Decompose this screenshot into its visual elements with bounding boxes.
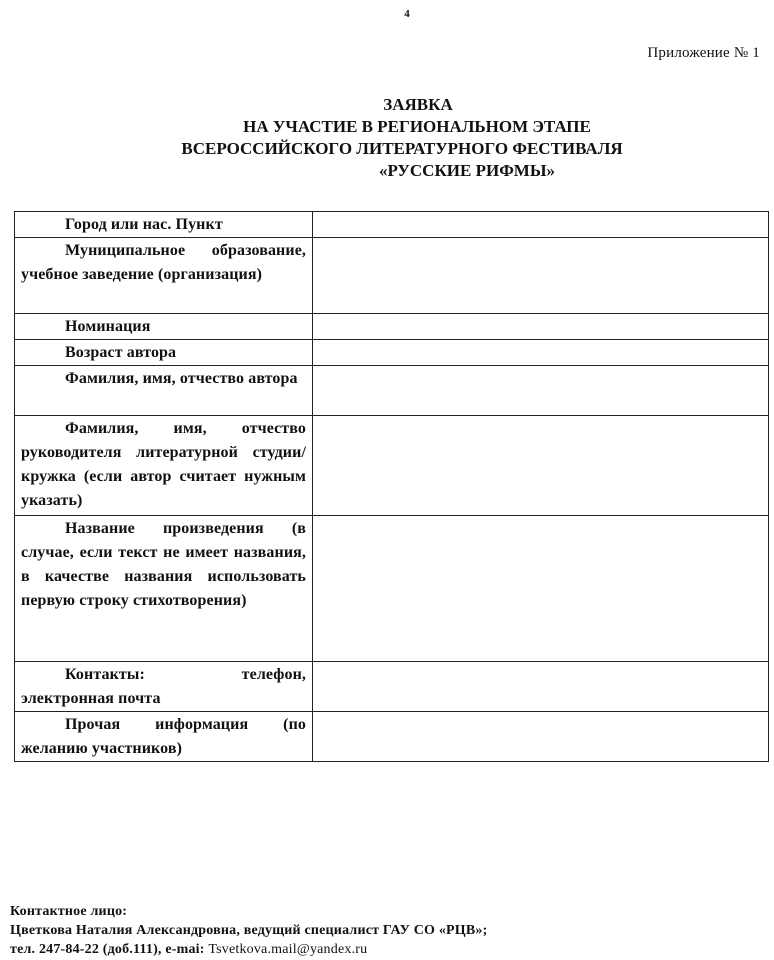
- application-form-table: [14, 211, 769, 762]
- table-row: [15, 340, 769, 366]
- table-row: [15, 662, 769, 712]
- row-value-nomination[interactable]: [313, 314, 769, 340]
- row-label-author-name: Фамилия, имя, отчество автора: [15, 366, 313, 416]
- table-row: [15, 416, 769, 516]
- row-label-author-age: Возраст автора: [15, 340, 313, 366]
- table-row: [15, 314, 769, 340]
- table-row: [15, 238, 769, 314]
- row-label-work-title: Название произведения (в случае, если текст не имеет названия, в качестве названия использовать первую строку стихотворения): [15, 516, 313, 662]
- row-value-contacts[interactable]: [313, 662, 769, 712]
- contact-phone: тел. 247-84-22 (доб.111), e-mai:: [10, 942, 205, 957]
- row-value-other-info[interactable]: [313, 712, 769, 762]
- title-line-4: «РУССКИЕ РИФМЫ»: [378, 161, 556, 180]
- table-row: [15, 712, 769, 762]
- appendix-label: Приложение № 1: [647, 45, 760, 61]
- title-line-3: ВСЕРОССИЙСКОГО ЛИТЕРАТУРНОГО ФЕСТИВАЛЯ: [181, 139, 623, 158]
- page-number: 4: [404, 8, 410, 20]
- contact-person: Цветкова Наталия Александровна, ведущий специалист ГАУ СО «РЦВ»;: [10, 923, 488, 938]
- row-value-work-title[interactable]: [313, 516, 769, 662]
- row-label-supervisor-name: Фамилия, имя, отчество руководителя литературной студии/кружка (если автор считает нужным указать): [15, 416, 313, 516]
- row-value-author-age[interactable]: [313, 340, 769, 366]
- row-value-municipality[interactable]: [313, 238, 769, 314]
- document-title: [0, 94, 774, 182]
- row-label-contacts: Контакты: телефон, электронная почта: [15, 662, 313, 712]
- title-line-1: ЗАЯВКА: [383, 95, 453, 114]
- row-value-supervisor-name[interactable]: [313, 416, 769, 516]
- contact-email-link[interactable]: Tsvetkova.mail@yandex.ru: [208, 942, 368, 957]
- table-row: [15, 212, 769, 238]
- contact-block: [10, 902, 488, 959]
- row-value-city[interactable]: [313, 212, 769, 238]
- table-row: [15, 366, 769, 416]
- row-value-author-name[interactable]: [313, 366, 769, 416]
- row-label-city: Город или нас. Пункт: [15, 212, 313, 238]
- contact-phone-line: [10, 940, 488, 959]
- row-label-municipality: Муниципальное образование, учебное заведение (организация): [15, 238, 313, 314]
- title-line-2: НА УЧАСТИЕ В РЕГИОНАЛЬНОМ ЭТАПЕ: [243, 117, 591, 136]
- row-label-other-info: Прочая информация (по желанию участников): [15, 712, 313, 762]
- contact-heading: Контактное лицо:: [10, 904, 128, 919]
- row-label-nomination: Номинация: [15, 314, 313, 340]
- table-row: [15, 516, 769, 662]
